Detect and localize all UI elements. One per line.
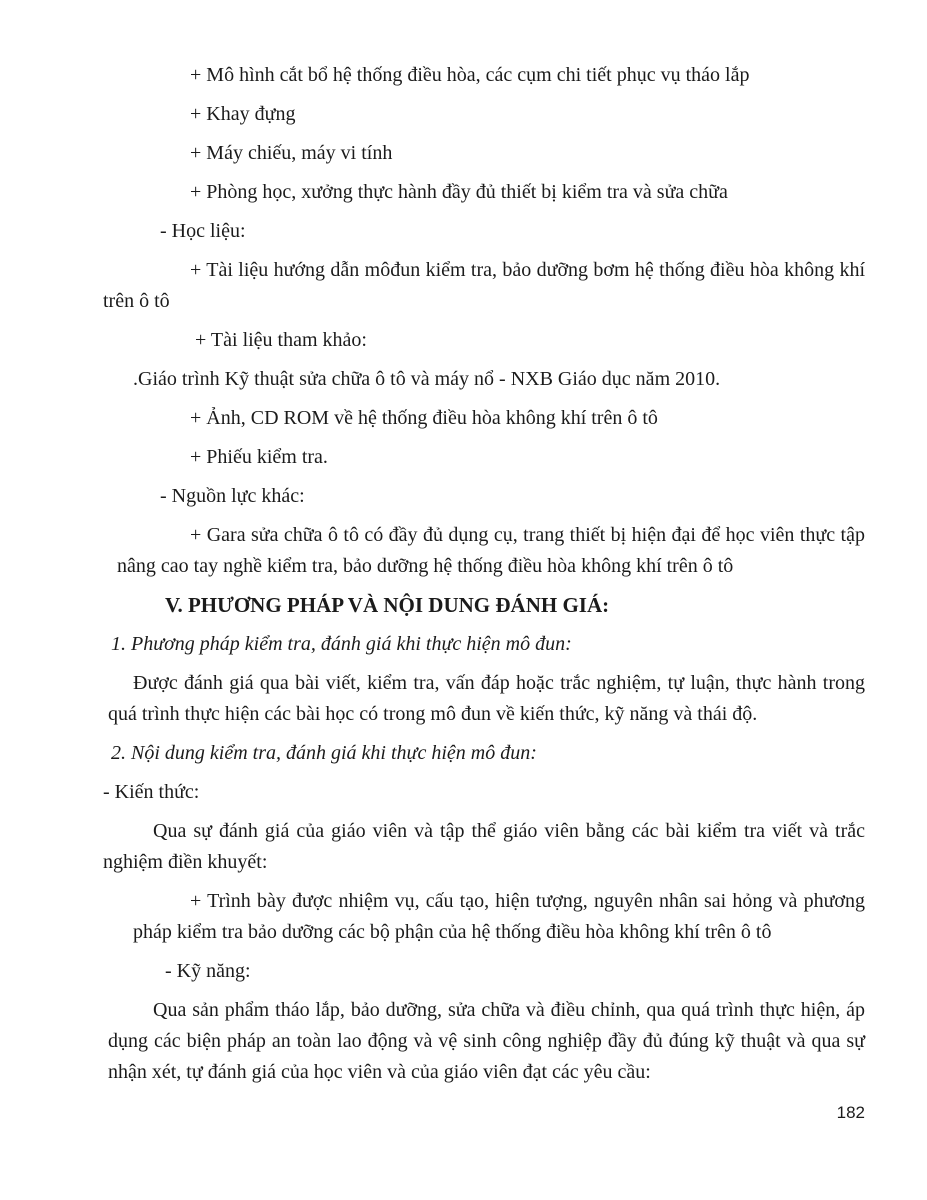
- list-item-inspection-sheet: + Phiếu kiểm tra.: [190, 446, 328, 468]
- list-item-photos-cdrom: + Ảnh, CD ROM về hệ thống điều hòa không khí trên ô tô: [190, 407, 658, 429]
- page-number: 182: [836, 1103, 865, 1122]
- label-skills: - Kỹ năng:: [165, 960, 251, 982]
- section-heading-evaluation: V. PHƯƠNG PHÁP VÀ NỘI DUNG ĐÁNH GIÁ:: [165, 593, 610, 617]
- paragraph-evaluation-method: Được đánh giá qua bài viết, kiểm tra, vấn đáp hoặc trắc nghiệm, tự luận, thực hành trong quá trình thực hiện các bài học có trong mô đun về kiến thức, kỹ năng và thái độ.: [108, 672, 865, 725]
- subheading-evaluation-method: 1. Phương pháp kiểm tra, đánh giá khi thực hiện mô đun:: [111, 633, 572, 655]
- section-label-learning-materials: - Học liệu:: [160, 220, 246, 242]
- list-item-tray: + Khay đựng: [190, 103, 296, 125]
- paragraph-knowledge-assessment: Qua sự đánh giá của giáo viên và tập thể giáo viên bằng các bài kiểm tra viết và trắc nghiệm điền khuyết:: [103, 820, 865, 873]
- section-label-other-resources: - Nguồn lực khác:: [160, 485, 305, 507]
- list-item-classroom-workshop: + Phòng học, xưởng thực hành đầy đủ thiết bị kiểm tra và sửa chữa: [190, 181, 728, 203]
- label-knowledge: - Kiến thức:: [103, 781, 200, 803]
- list-item-projector-computer: + Máy chiếu, máy vi tính: [190, 142, 393, 164]
- list-item-references-label: + Tài liệu tham khảo:: [195, 329, 367, 351]
- subheading-evaluation-content: 2. Nội dung kiểm tra, đánh giá khi thực hiện mô đun:: [111, 742, 537, 764]
- list-item-knowledge-requirement: + Trình bày được nhiệm vụ, cấu tạo, hiện tượng, nguyên nhân sai hỏng và phương pháp kiểm tra bảo dưỡng các bộ phận của hệ thống điều hòa không khí trên ô tô: [133, 890, 865, 943]
- list-item-cutaway-model: + Mô hình cắt bổ hệ thống điều hòa, các cụm chi tiết phục vụ tháo lắp: [190, 64, 750, 86]
- reference-textbook: .Giáo trình Kỹ thuật sửa chữa ô tô và máy nổ - NXB Giáo dục năm 2010.: [133, 368, 721, 390]
- list-item-module-guide: + Tài liệu hướng dẫn môđun kiểm tra, bảo dưỡng bơm hệ thống điều hòa không khí trên ô tô: [103, 259, 865, 312]
- list-item-garage: + Gara sửa chữa ô tô có đầy đủ dụng cụ, trang thiết bị hiện đại để học viên thực tập nâng cao tay nghề kiểm tra, bảo dưỡng hệ thống điều hòa không khí trên ô tô: [117, 524, 865, 577]
- paragraph-skills-assessment: Qua sản phẩm tháo lắp, bảo dưỡng, sửa chữa và điều chỉnh, qua quá trình thực hiện, áp dụng các biện pháp an toàn lao động và vệ sinh công nghiệp đầy đủ đúng kỹ thuật và qua sự nhận xét, tự đánh giá của học viên và của giáo viên đạt các yêu cầu:: [108, 999, 865, 1083]
